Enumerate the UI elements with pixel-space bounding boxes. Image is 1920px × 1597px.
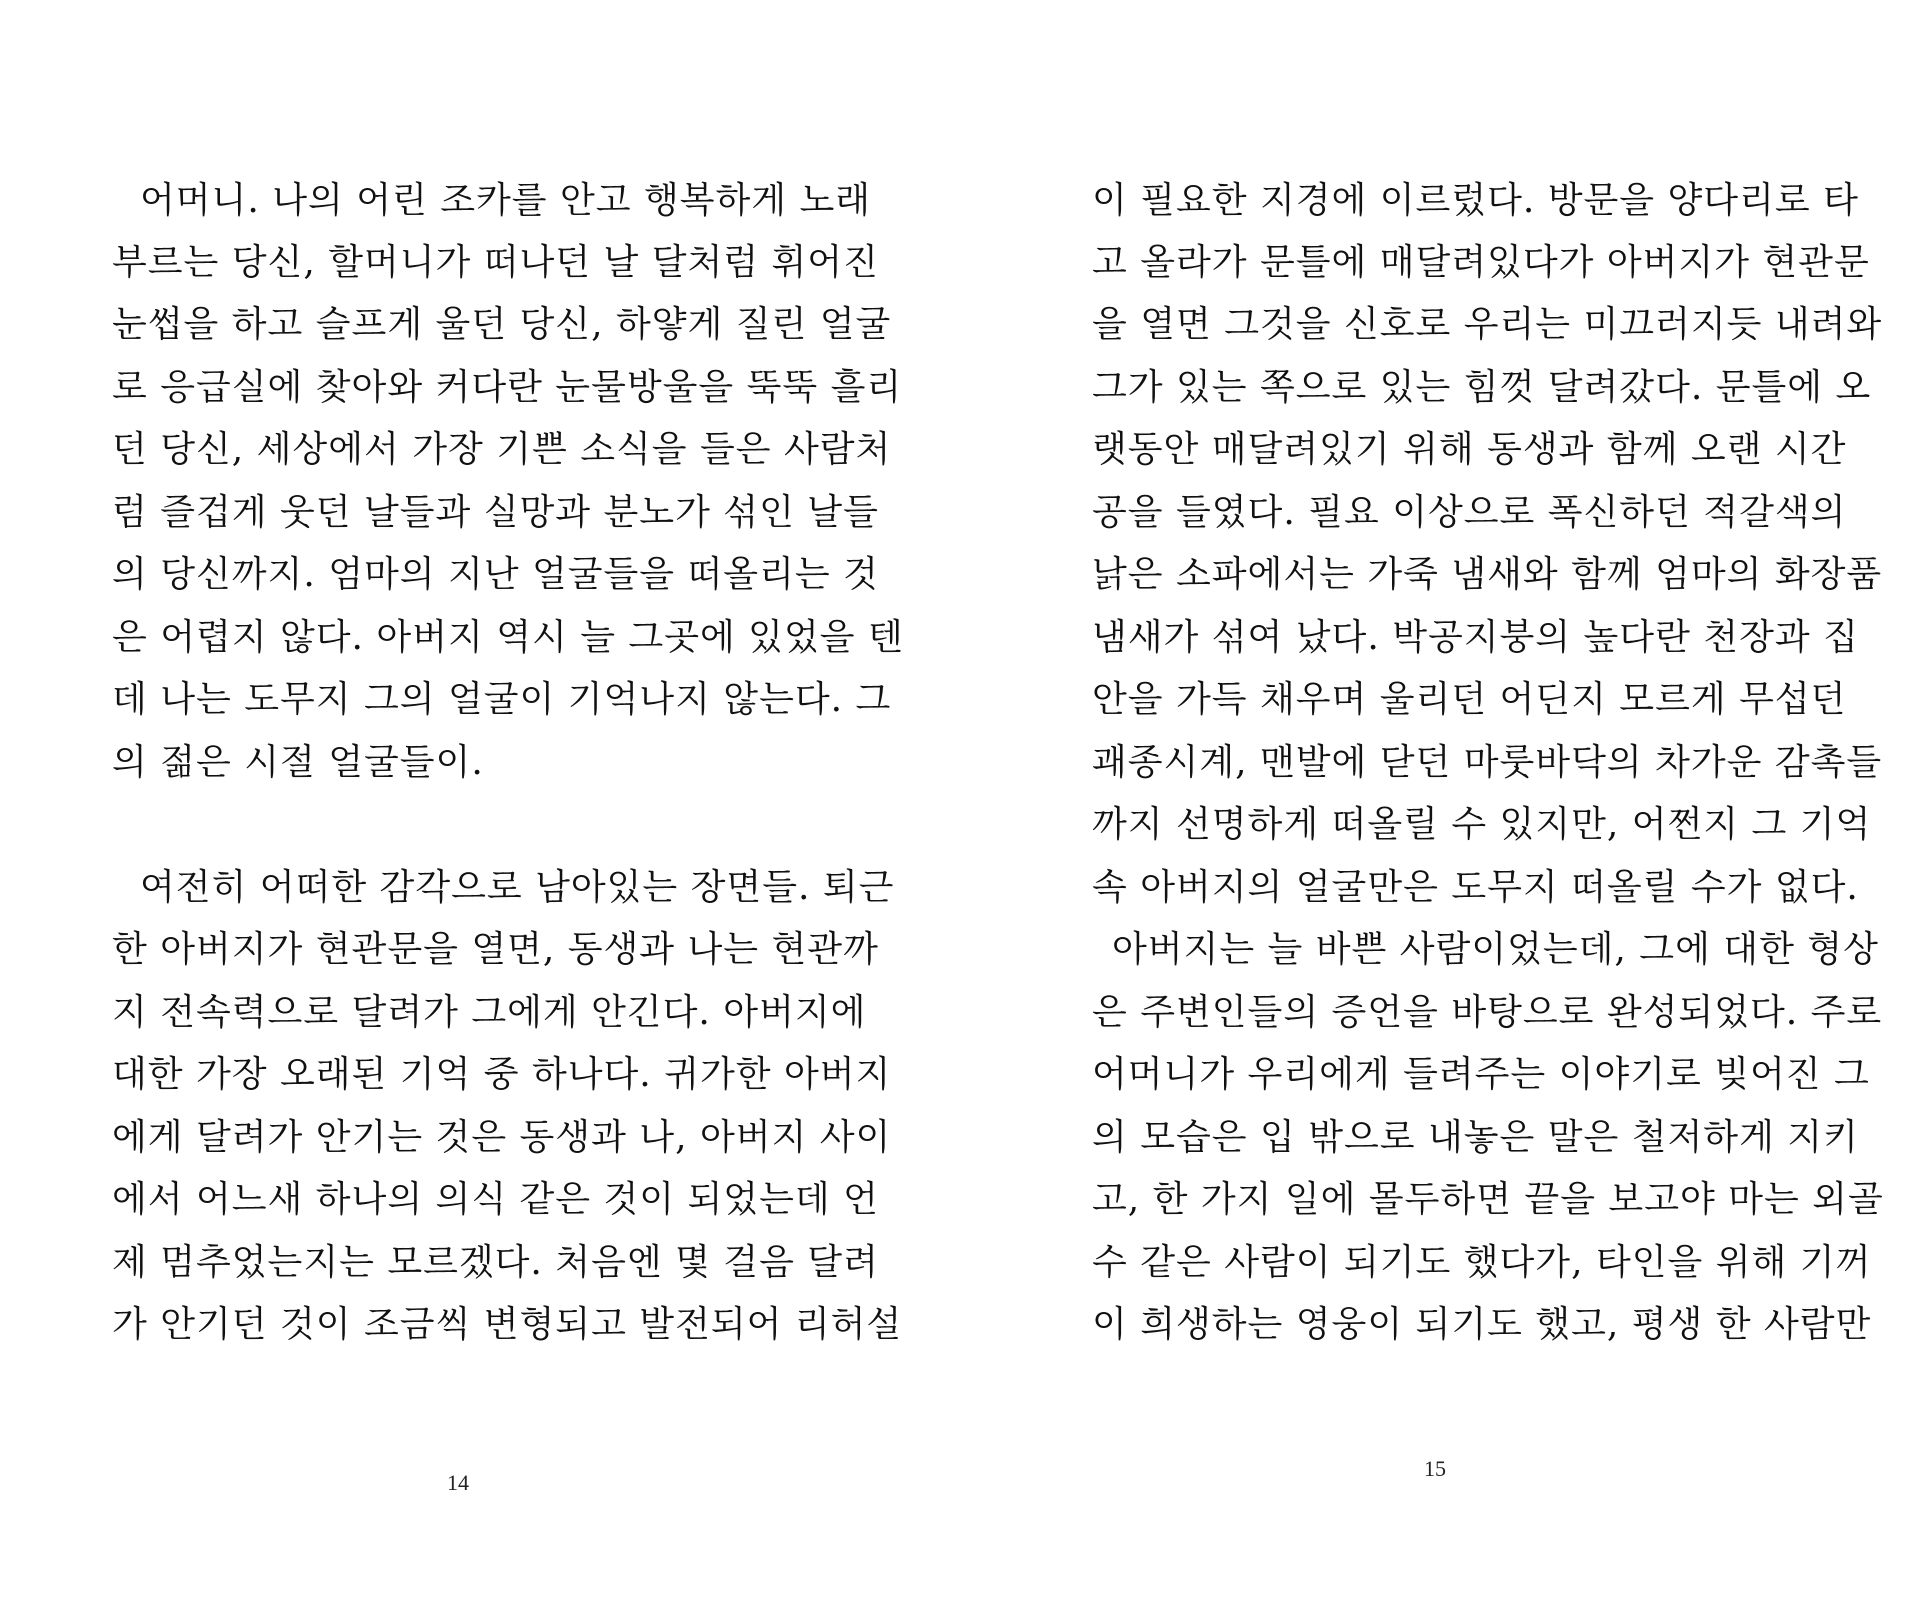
text-line: 데 나는 도무지 그의 얼굴이 기억나지 않는다. 그 [112,679,892,720]
text-line: 던 당신, 세상에서 가장 기쁜 소식을 들은 사람처 [112,429,892,470]
text-line: 은 주변인들의 증언을 바탕으로 완성되었다. 주로 [1092,992,1883,1033]
text-line: 여전히 어떠한 감각으로 남아있는 장면들. 퇴근 [140,867,895,908]
text-line: 안을 가득 채우며 울리던 어딘지 모르게 무섭던 [1092,679,1847,720]
text-line: 괘종시계, 맨발에 닫던 마룻바닥의 차가운 감촉들 [1092,742,1883,783]
text-line: 의 모습은 입 밖으로 내놓은 말은 철저하게 지키 [1092,1117,1859,1158]
text-line: 럼 즐겁게 웃던 날들과 실망과 분노가 섞인 날들 [112,492,879,533]
text-line: 고, 한 가지 일에 몰두하면 끝을 보고야 마는 외골 [1092,1179,1884,1220]
text-line: 에게 달려가 안기는 것은 동생과 나, 아버지 사이 [112,1117,892,1158]
text-line: 의 젊은 시절 얼굴들이. [112,742,484,783]
text-line: 랫동안 매달려있기 위해 동생과 함께 오랜 시간 [1092,429,1847,470]
text-line: 대한 가장 오래된 기억 중 하나다. 귀가한 아버지 [112,1054,892,1095]
text-line: 로 응급실에 찾아와 커다란 눈물방울을 뚝뚝 흘리 [112,367,903,408]
right-page [960,0,1920,1597]
text-line: 에서 어느새 하나의 의식 같은 것이 되었는데 언 [112,1179,879,1220]
text-line: 어머니. 나의 어린 조카를 안고 행복하게 노래 [140,180,872,221]
text-line: 냄새가 섞여 났다. 박공지붕의 높다란 천장과 집 [1092,617,1859,658]
text-line: 이 희생하는 영웅이 되기도 했고, 평생 한 사람만 [1092,1304,1872,1345]
text-line: 공을 들였다. 필요 이상으로 폭신하던 적갈색의 [1092,492,1847,533]
text-line: 그가 있는 쪽으로 있는 힘껏 달려갔다. 문틀에 오 [1092,367,1872,408]
text-line: 고 올라가 문틀에 매달려있다가 아버지가 현관문 [1092,242,1870,283]
text-line: 눈썹을 하고 슬프게 울던 당신, 하얗게 질린 얼굴 [112,304,892,345]
page-number: 15 [1424,1456,1446,1481]
text-line: 속 아버지의 얼굴만은 도무지 떠올릴 수가 없다. [1092,867,1859,908]
text-line: 을 열면 그것을 신호로 우리는 미끄러지듯 내려와 [1092,304,1883,345]
text-line: 지 전속력으로 달려가 그에게 안긴다. 아버지에 [112,992,867,1033]
text-line: 의 당신까지. 엄마의 지난 얼굴들을 떠올리는 것 [112,554,879,595]
text-line: 아버지는 늘 바쁜 사람이었는데, 그에 대한 형상 [1112,929,1879,970]
text-line: 낡은 소파에서는 가죽 냄새와 함께 엄마의 화장품 [1092,554,1883,595]
page-number: 14 [447,1470,469,1495]
text-line: 부르는 당신, 할머니가 떠나던 날 달처럼 휘어진 [112,242,879,283]
text-line: 가 안기던 것이 조금씩 변형되고 발전되어 리허설 [112,1304,903,1345]
text-line: 까지 선명하게 떠올릴 수 있지만, 어쩐지 그 기억 [1092,804,1872,845]
text-line: 제 멈추었는지는 모르겠다. 처음엔 몇 걸음 달려 [112,1242,879,1283]
text-line: 어머니가 우리에게 들려주는 이야기로 빚어진 그 [1092,1054,1870,1095]
text-line: 수 같은 사람이 되기도 했다가, 타인을 위해 기꺼 [1092,1242,1872,1283]
text-line: 한 아버지가 현관문을 열면, 동생과 나는 현관까 [112,929,879,970]
text-line: 이 필요한 지경에 이르렀다. 방문을 양다리로 타 [1092,180,1859,221]
text-line: 은 어렵지 않다. 아버지 역시 늘 그곳에 있었을 텐 [112,617,904,658]
